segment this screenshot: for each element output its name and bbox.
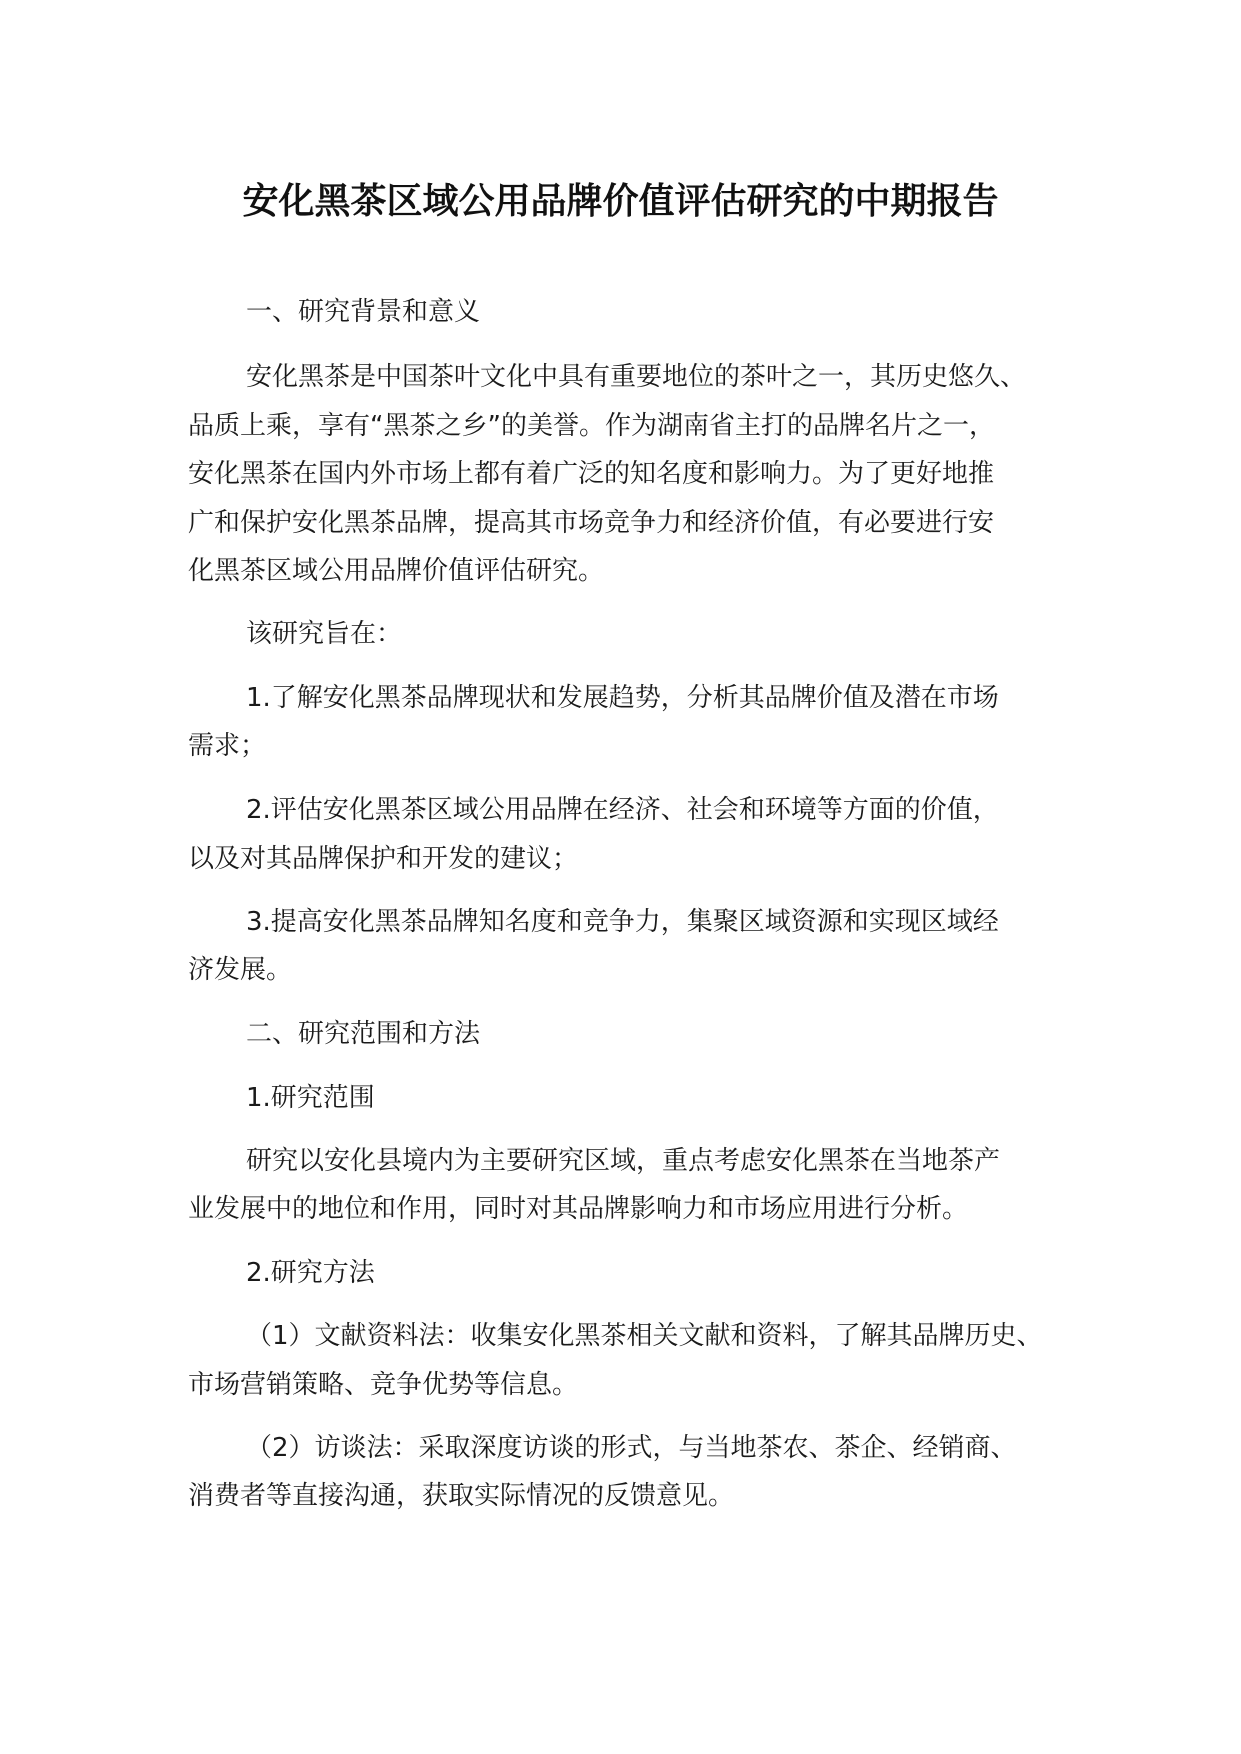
method-line: 消费者等直接沟通，获取实际情况的反馈意见。 [188,1481,735,1511]
list-item-line: 1.了解安化黑茶品牌现状和发展趋势，分析其品牌价值及潜在市场 [246,683,999,713]
paragraph-line: 品质上乘，享有“黑茶之乡”的美誉。作为湖南省主打的品牌名片之一， [188,411,995,441]
paragraph-line: 研究以安化县境内为主要研究区域，重点考虑安化黑茶在当地茶产 [246,1146,1001,1176]
paragraph-line: 业发展中的地位和作用，同时对其品牌影响力和市场应用进行分析。 [188,1194,969,1224]
subsection-heading: 2.研究方法 [246,1258,375,1288]
method-line: （1）文献资料法：收集安化黑茶相关文献和资料，了解其品牌历史、 [246,1321,1043,1351]
list-item-line: 需求； [188,731,267,761]
document-title: 安化黑茶区域公用品牌价值评估研究的中期报告 [242,181,999,222]
paragraph-line: 该研究旨在： [246,619,403,649]
list-item-line: 济发展。 [188,955,293,985]
paragraph-line: 广和保护安化黑茶品牌，提高其市场竞争力和经济价值，有必要进行安 [188,508,995,538]
paragraph-line: 安化黑茶在国内外市场上都有着广泛的知名度和影响力。为了更好地推 [188,459,995,489]
list-item-line: 2.评估安化黑茶区域公用品牌在经济、社会和环境等方面的价值， [246,795,999,825]
list-item-line: 以及对其品牌保护和开发的建议； [188,844,579,874]
method-line: （2）访谈法：采取深度访谈的形式，与当地茶农、茶企、经销商、 [246,1433,1017,1463]
paragraph-line: 化黑茶区域公用品牌价值评估研究。 [188,556,605,586]
section-heading-background: 一、研究背景和意义 [246,297,481,327]
section-heading-scope-method: 二、研究范围和方法 [246,1019,481,1049]
subsection-heading: 1.研究范围 [246,1083,375,1113]
method-line: 市场营销策略、竞争优势等信息。 [188,1370,579,1400]
list-item-line: 3.提高安化黑茶品牌知名度和竞争力，集聚区域资源和实现区域经 [246,907,999,937]
paragraph-line: 安化黑茶是中国茶叶文化中具有重要地位的茶叶之一，其历史悠久、 [246,362,1027,392]
